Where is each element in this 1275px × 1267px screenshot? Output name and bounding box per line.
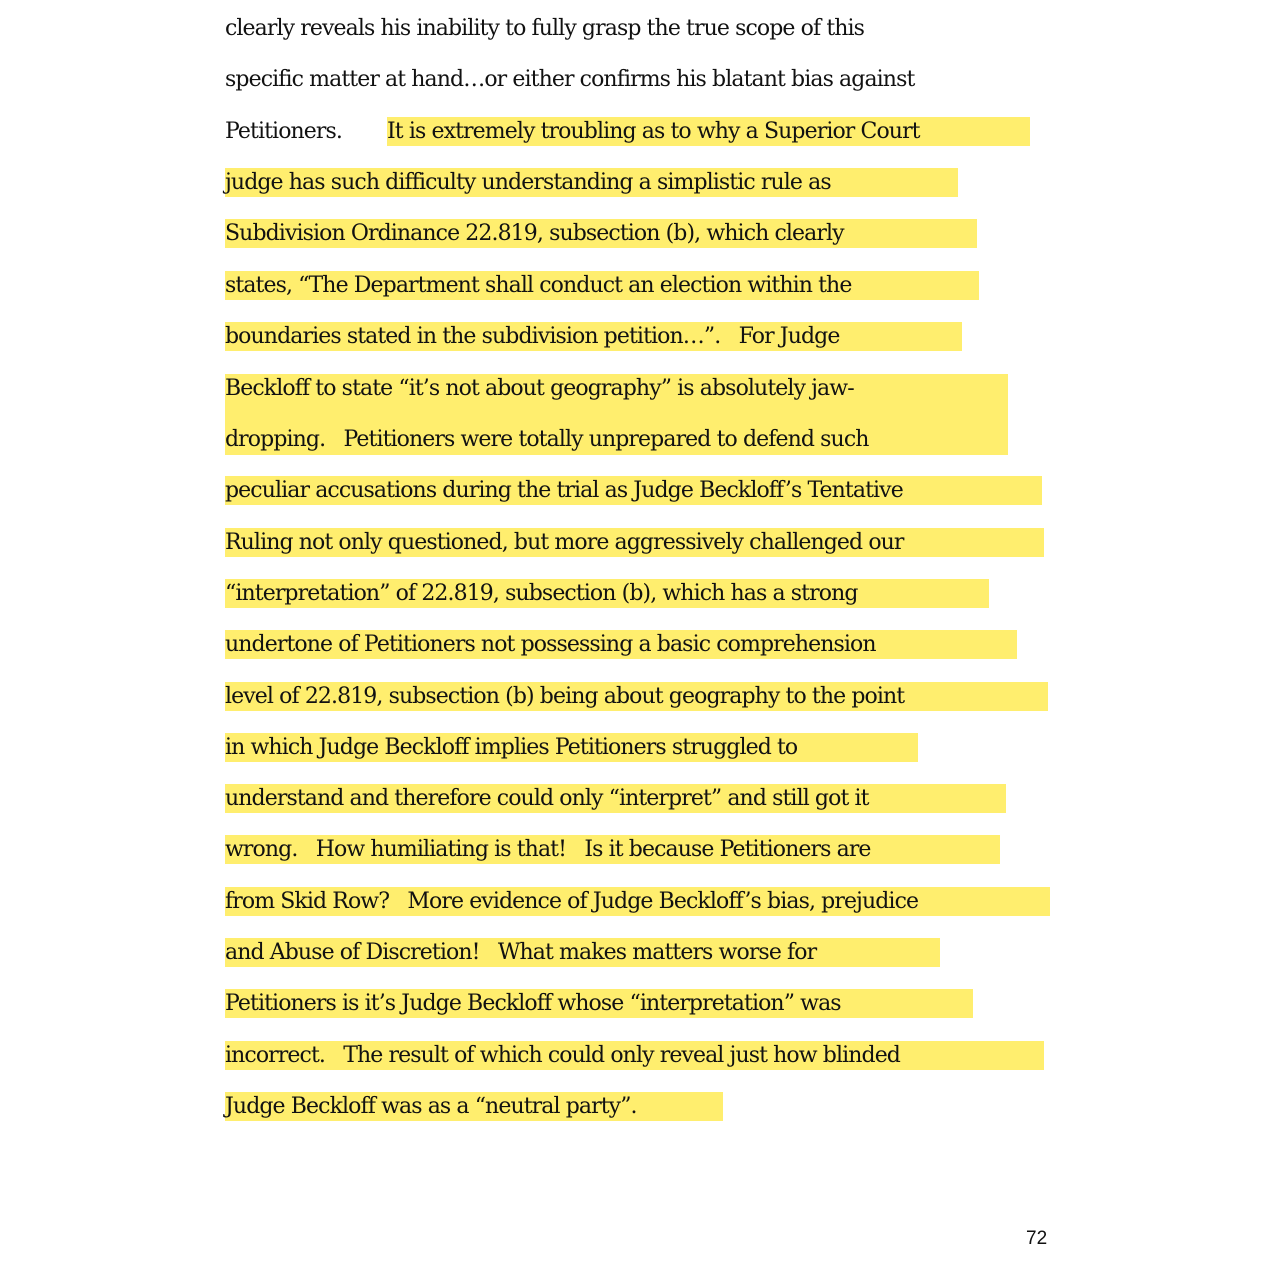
highlighted-text: peculiar accusations during the trial as Judge Beckloff’s Tentative	[225, 478, 903, 503]
text-line	[225, 579, 858, 609]
highlighted-text: Ruling not only questioned, but more aggressively challenged our	[225, 530, 904, 555]
highlighted-text: Petitioners is it’s Judge Beckloff whose “interpretation” was	[225, 991, 841, 1016]
text-line	[225, 322, 839, 352]
text-line	[225, 989, 841, 1019]
highlighted-text: Judge Beckloff was as a “neutral party”.	[225, 1094, 637, 1119]
text-line	[225, 219, 844, 249]
text-line	[225, 1092, 637, 1122]
text-line	[225, 630, 876, 660]
highlighted-text: in which Judge Beckloff implies Petitioners struggled to	[225, 735, 798, 760]
highlighted-text: Subdivision Ordinance 22.819, subsection (b), which clearly	[225, 221, 844, 246]
text-span: specific matter at hand…or either confirms his blatant bias against	[225, 67, 915, 92]
highlighted-text: judge has such difficulty understanding a simplistic rule as	[225, 170, 831, 195]
text-line	[225, 425, 869, 455]
text-line	[225, 117, 920, 147]
highlighted-text: and Abuse of Discretion! What makes matters worse for	[225, 940, 817, 965]
text-line	[225, 65, 914, 95]
text-line	[225, 374, 854, 404]
text-line	[225, 938, 816, 968]
text-line	[225, 682, 904, 712]
text-line	[225, 271, 851, 301]
text-line	[225, 835, 871, 865]
highlighted-text: wrong. How humiliating is that! Is it because Petitioners are	[225, 837, 871, 862]
highlighted-text: dropping. Petitioners were totally unprepared to defend such	[225, 427, 869, 452]
highlighted-text: “interpretation” of 22.819, subsection (b), which has a strong	[225, 581, 858, 606]
text-span: clearly reveals his inability to fully grasp the true scope of this	[225, 16, 865, 41]
highlighted-text: Beckloff to state “it’s not about geography” is absolutely jaw-	[225, 376, 854, 401]
highlighted-text: incorrect. The result of which could only reveal just how blinded	[225, 1043, 900, 1068]
highlighted-text: understand and therefore could only “interpret” and still got it	[225, 786, 869, 811]
text-line	[225, 1041, 900, 1071]
text-line	[225, 14, 864, 44]
highlighted-text: boundaries stated in the subdivision petition…”. For Judge	[225, 324, 840, 349]
text-line	[225, 733, 797, 763]
highlighted-text: from Skid Row? More evidence of Judge Beckloff’s bias, prejudice	[225, 889, 919, 914]
text-line	[225, 528, 904, 558]
text-line	[225, 476, 903, 506]
text-line	[225, 168, 831, 198]
highlighted-text: It is extremely troubling as to why a Superior Court	[387, 119, 920, 144]
highlighted-text: undertone of Petitioners not possessing a basic comprehension	[225, 632, 876, 657]
highlighted-text: level of 22.819, subsection (b) being about geography to the point	[225, 684, 905, 709]
text-line	[225, 784, 869, 814]
page-number: 72	[1026, 1228, 1048, 1249]
text-line	[225, 887, 918, 917]
text-span: Petitioners.	[225, 119, 361, 144]
highlighted-text: states, “The Department shall conduct an election within the	[225, 273, 852, 298]
